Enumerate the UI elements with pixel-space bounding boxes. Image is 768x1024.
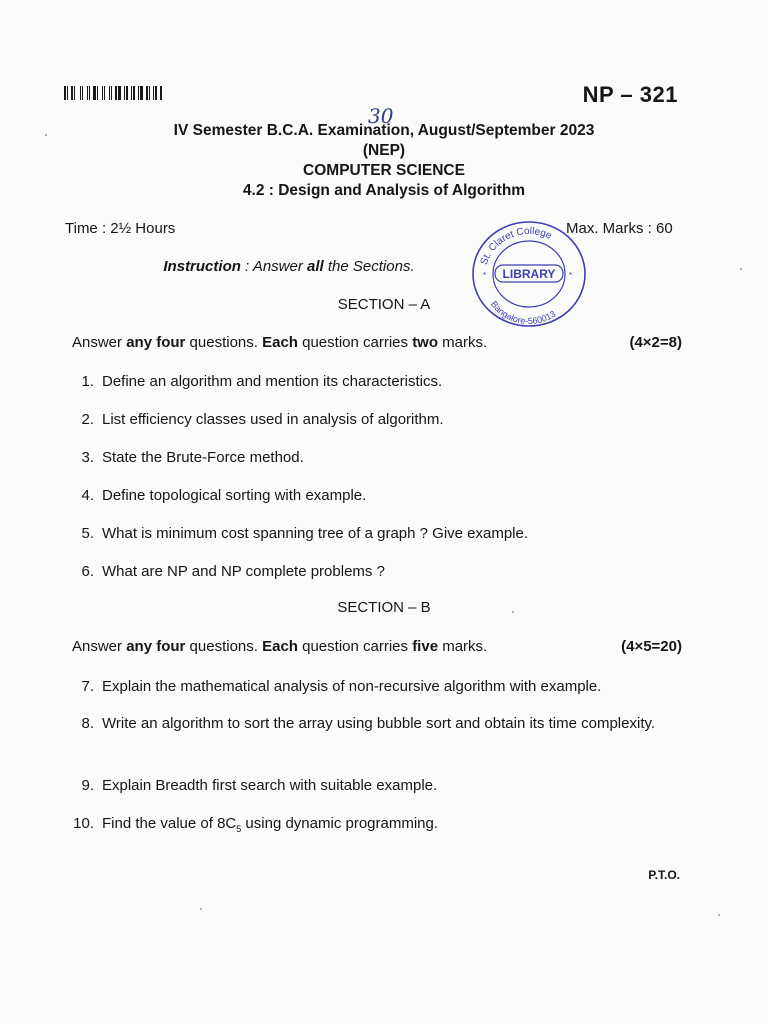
section-b-marks: (4×5=20) xyxy=(621,638,682,655)
paper-code: NP – 321 xyxy=(582,82,678,107)
barcode-bar xyxy=(122,86,123,100)
barcode-bar xyxy=(140,86,143,100)
barcode-bar xyxy=(158,86,159,100)
section-b-title: SECTION – B xyxy=(337,599,431,616)
barcode-bar xyxy=(155,86,157,100)
barcode-bar xyxy=(129,86,130,100)
barcode-bar xyxy=(71,86,73,100)
question-3: 3. State the Brute-Force method. xyxy=(81,449,304,466)
question-7: 7. Explain the mathematical analysis of non-recursive algorithm with example. xyxy=(81,678,602,695)
question-8: 8. Write an algorithm to sort the array using bubble sort and obtain its time complexity. xyxy=(81,715,656,732)
scan-speck xyxy=(512,611,514,613)
barcode-bar xyxy=(115,86,117,100)
section-a-marks: (4×2=8) xyxy=(629,334,682,351)
section-a-title: SECTION – A xyxy=(337,296,431,313)
barcode-bar xyxy=(124,86,125,100)
barcode-bar xyxy=(93,86,96,100)
barcode-bar xyxy=(113,86,114,100)
barcode-bar xyxy=(84,86,86,100)
barcode-bar xyxy=(102,86,103,100)
barcode-bar xyxy=(106,86,108,100)
barcode-bar xyxy=(160,86,162,100)
scan-speck xyxy=(45,134,47,136)
question-4: 4. Define topological sorting with example. xyxy=(81,487,367,504)
barcode-bar xyxy=(109,86,110,100)
barcode-bar xyxy=(91,86,92,100)
question-1: 1. Define an algorithm and mention its characteristics. xyxy=(81,373,443,390)
barcode-bar xyxy=(82,86,83,100)
section-a-directions xyxy=(72,334,682,351)
pto-note: P.T.O. xyxy=(648,868,680,882)
barcode-bar xyxy=(153,86,154,100)
scan-speck xyxy=(200,908,202,910)
barcode-bar xyxy=(151,86,152,100)
barcode-bar xyxy=(89,86,90,100)
barcode-bar xyxy=(149,86,150,100)
barcode-bar xyxy=(146,86,148,100)
barcode-bar xyxy=(133,86,135,100)
scan-speck xyxy=(740,268,742,270)
barcode-bar xyxy=(104,86,105,100)
exam-scheme: (NEP) xyxy=(362,142,406,159)
barcode-bar xyxy=(69,86,70,100)
barcode-bar xyxy=(67,86,68,100)
barcode-bar xyxy=(74,86,75,100)
barcode-bar xyxy=(131,86,132,100)
barcode-bar xyxy=(80,86,81,100)
barcode-bar xyxy=(136,86,137,100)
instruction: Instruction : Answer all the Sections. xyxy=(163,258,415,275)
svg-text:*: * xyxy=(569,271,573,280)
exam-title: IV Semester B.C.A. Examination, August/September 2023 xyxy=(173,122,595,139)
max-marks: Max. Marks : 60 xyxy=(566,220,673,237)
scan-speck xyxy=(718,914,720,916)
svg-text:*: * xyxy=(483,271,487,280)
barcode xyxy=(64,86,164,100)
barcode-bar xyxy=(99,86,101,100)
barcode-bar xyxy=(144,86,145,100)
stamp-top-text: St. Claret College xyxy=(478,225,554,267)
time-allowed: Time : 2½ Hours xyxy=(65,220,176,237)
question-9: 9. Explain Breadth first search with suitable example. xyxy=(81,777,438,794)
barcode-bar xyxy=(126,86,128,100)
question-6: 6. What are NP and NP complete problems ? xyxy=(81,563,385,580)
question-10: 10. Find the value of $8C_5$ using dynamic programming. xyxy=(73,815,439,834)
stamp-bottom-text: Bangalore-560013 xyxy=(488,299,558,327)
paper-title: 4.2 : Design and Analysis of Algorithm xyxy=(242,182,526,199)
instruction-label: Instruction xyxy=(163,258,241,275)
barcode-bar xyxy=(111,86,112,100)
stamp-center-text: LIBRARY xyxy=(502,267,556,281)
section-b-answer-text: Answer any four questions. Each question carries five marks. xyxy=(72,638,488,655)
barcode-bar xyxy=(87,86,88,100)
barcode-bar xyxy=(138,86,139,100)
subject-title: COMPUTER SCIENCE xyxy=(303,162,465,179)
section-a-answer-text: Answer any four questions. Each question carries two marks. xyxy=(72,334,488,351)
barcode-bar xyxy=(97,86,98,100)
section-b-directions xyxy=(72,638,682,655)
barcode-bar xyxy=(76,86,79,100)
question-5: 5. What is minimum cost spanning tree of a graph ? Give example. xyxy=(81,525,529,542)
question-2: 2. List efficiency classes used in analysis of algorithm. xyxy=(81,411,444,428)
handwritten-note: 30 xyxy=(368,104,394,128)
barcode-bar xyxy=(118,86,121,100)
barcode-bar xyxy=(64,86,66,100)
